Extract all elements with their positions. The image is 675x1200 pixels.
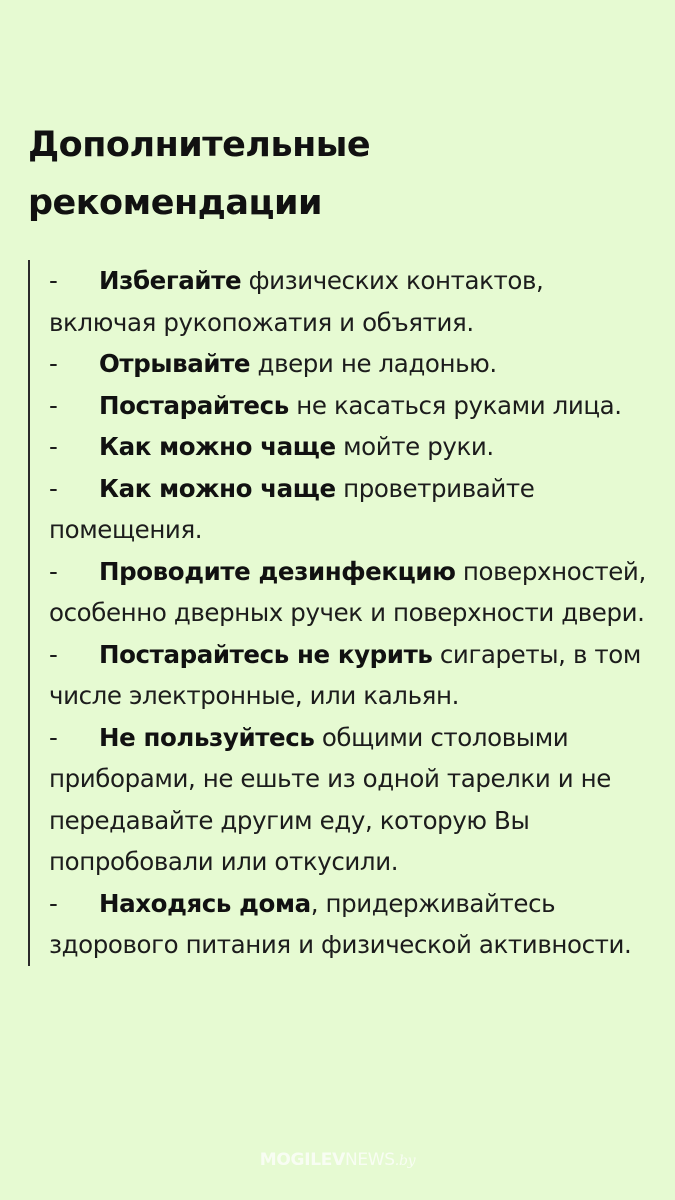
list-bullet: - bbox=[49, 639, 58, 669]
title-line-1: Дополнительные bbox=[28, 125, 371, 165]
watermark-tld: .by bbox=[394, 1153, 416, 1169]
tip-keyword: Проводите дезинфекцию bbox=[99, 556, 456, 586]
tip-text: проветривайте помещения. bbox=[49, 473, 535, 544]
tip-keyword: Как можно чаще bbox=[99, 473, 336, 503]
tip-text: общими столовыми приборами, не ешьте из одной тарелки и не передавайте другим еду, которую Вы попробовали или откусили. bbox=[49, 722, 611, 876]
list-bullet: - bbox=[49, 390, 58, 420]
watermark-logo bbox=[0, 1150, 675, 1170]
list-item bbox=[49, 426, 652, 468]
title-line-2: рекомендации bbox=[28, 183, 322, 223]
list-bullet: - bbox=[49, 266, 58, 295]
list-item bbox=[49, 717, 652, 883]
tip-keyword: Постарайтесь не курить bbox=[99, 639, 433, 669]
tip-keyword: Избегайте bbox=[99, 266, 242, 295]
page-title bbox=[28, 116, 648, 232]
list-bullet: - bbox=[49, 556, 58, 586]
tip-text: сигареты, в том числе электронные, или кальян. bbox=[49, 639, 641, 710]
list-bullet: - bbox=[49, 722, 58, 752]
tip-text: мойте руки. bbox=[335, 432, 494, 461]
tip-text: поверхностей, особенно дверных ручек и поверхности двери. bbox=[49, 556, 646, 627]
list-bullet: - bbox=[49, 349, 58, 378]
list-item bbox=[49, 468, 652, 551]
list-bullet: - bbox=[49, 432, 58, 461]
list-item bbox=[49, 343, 652, 385]
tip-keyword: Постарайтесь bbox=[99, 390, 289, 420]
tip-keyword: Отрывайте bbox=[99, 349, 251, 378]
tip-text: физических контактов, включая рукопожатия и объятия. bbox=[49, 266, 544, 337]
tip-keyword: Как можно чаще bbox=[99, 432, 336, 461]
list-item bbox=[49, 883, 652, 966]
tip-text: не касаться руками лица. bbox=[288, 390, 622, 420]
list-item bbox=[49, 634, 652, 717]
tip-keyword: Находясь дома bbox=[99, 888, 311, 918]
watermark-brand: MOGILEV bbox=[259, 1150, 345, 1170]
tip-text: двери не ладонью. bbox=[250, 349, 497, 378]
recommendations-list bbox=[28, 260, 652, 966]
list-item bbox=[49, 260, 652, 343]
list-bullet: - bbox=[49, 888, 58, 918]
tip-text: , придерживайтесь здорового питания и физической активности. bbox=[49, 888, 632, 959]
list-item bbox=[49, 385, 652, 427]
list-item bbox=[49, 551, 652, 634]
tip-keyword: Не пользуйтесь bbox=[99, 722, 315, 752]
list-bullet: - bbox=[49, 473, 58, 503]
watermark-news: NEWS bbox=[344, 1150, 395, 1170]
